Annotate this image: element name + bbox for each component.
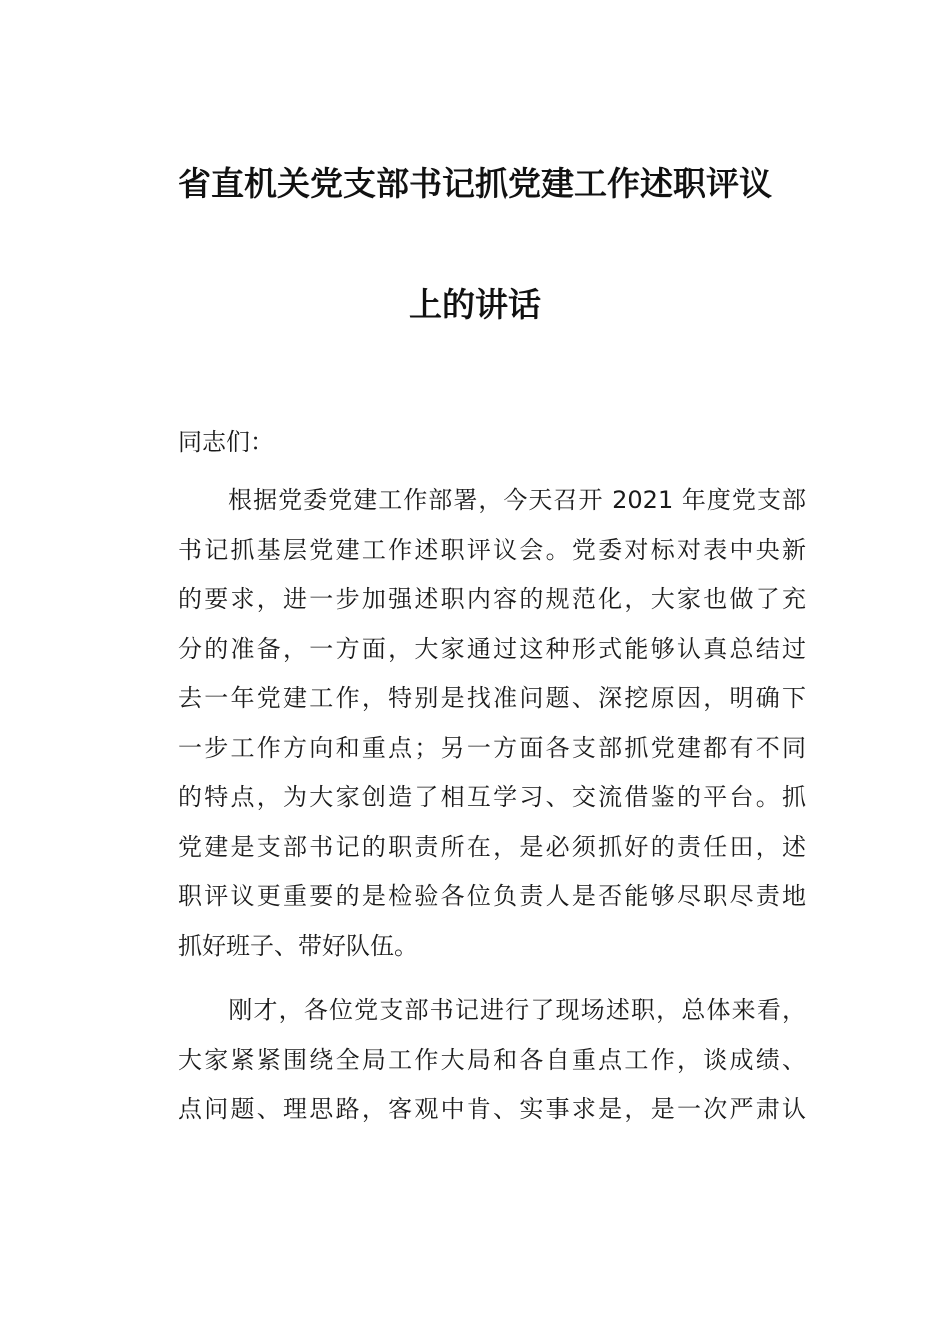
paragraph-2 [178, 992, 818, 1141]
paragraph-line: 去一年党建工作，特别是找准问题、深挖原因，明确下 [178, 684, 806, 712]
paragraph-line: 刚才，各位党支部书记进行了现场述职，总体来看， [178, 996, 806, 1024]
paragraph-line: 抓好班子、带好队伍。 [178, 931, 418, 960]
paragraph-line: 的要求，进一步加强述职内容的规范化，大家也做了充 [178, 585, 806, 613]
paragraph-line: 根据党委党建工作部署，今天召开 2021 年度党支部 [178, 486, 806, 514]
paragraph-line: 职评议更重要的是检验各位负责人是否能够尽职尽责地 [178, 882, 806, 910]
paragraph-line: 分的准备，一方面，大家通过这种形式能够认真总结过 [178, 634, 806, 663]
paragraph-line: 大家紧紧围绕全局工作大局和各自重点工作，谈成绩、 [178, 1045, 806, 1074]
paragraph-line: 一步工作方向和重点；另一方面各支部抓党建都有不同 [178, 733, 806, 762]
paragraph-line: 书记抓基层党建工作述职评议会。党委对标对表中央新 [178, 535, 806, 564]
document-title-line-2: 上的讲话 [409, 285, 541, 324]
paragraph-line: 党建是支部书记的职责所在，是必须抓好的责任田，述 [178, 832, 806, 861]
salutation: 同志们： [178, 428, 274, 456]
document-title-line-1: 省直机关党支部书记抓党建工作述职评议 [178, 164, 772, 203]
paragraph-line: 的特点，为大家创造了相互学习、交流借鉴的平台。抓 [178, 783, 806, 811]
paragraph-line: 点问题、理思路，客观中肯、实事求是，是一次严肃认 [178, 1095, 806, 1123]
paragraph-1 [178, 482, 818, 977]
